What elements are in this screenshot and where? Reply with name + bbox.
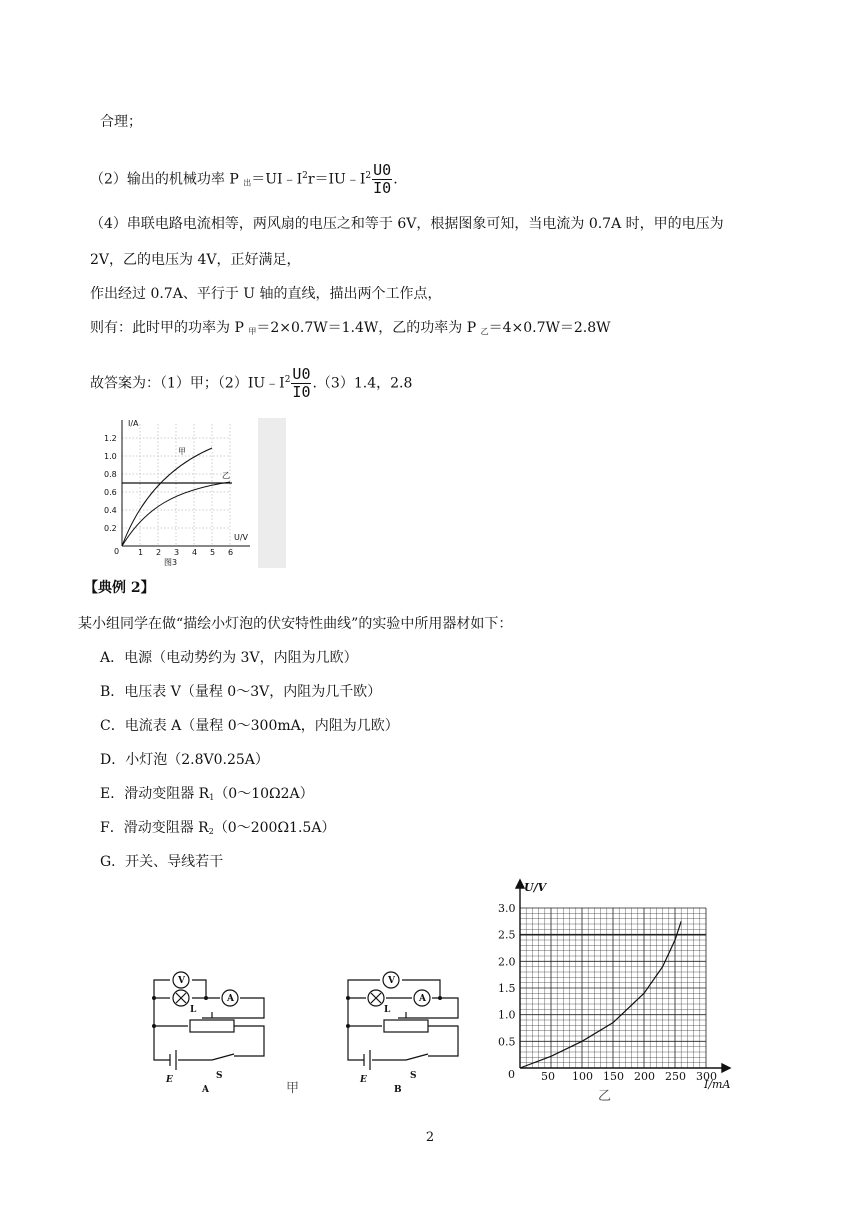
lamp-label: L (190, 1005, 197, 1015)
superscript: 2 (302, 170, 308, 181)
y-tick: 1.0 (104, 452, 117, 461)
x-axis-label: I/mA (704, 1078, 731, 1091)
x-tick-label: 200 (634, 1070, 655, 1083)
figure-caption-jia: 甲 (286, 1081, 300, 1096)
ammeter-label: A (227, 994, 234, 1004)
text-run: 则有：此时甲的功率为 P (90, 320, 249, 336)
y-axis-label: U/V (524, 881, 547, 894)
item-g: G．开关、导线若干 (100, 854, 224, 870)
example-title: 【典例 2】 (84, 580, 155, 596)
ammeter-label: A (419, 994, 426, 1004)
superscript: 2 (284, 374, 291, 385)
text-run: r＝IU﹣I (307, 171, 366, 188)
x-tick-label: 300 (696, 1070, 717, 1083)
solution-line-1: 合理； (100, 114, 142, 130)
subscript: 1 (209, 793, 215, 802)
voltmeter-label: V (388, 976, 395, 986)
circuit-b-label: B (394, 1085, 402, 1095)
y-tick-label: 3.0 (498, 902, 516, 915)
circuit-diagrams (140, 960, 480, 1104)
x-tick-label: 50 (541, 1070, 555, 1083)
text-run: 故答案为：（1）甲；（2）IU﹣I (90, 375, 285, 392)
y-axis-label: I/A (128, 419, 139, 428)
switch-label: S (216, 1071, 223, 1081)
solution-line-4: 2V，乙的电压为 4V，正好满足， (90, 252, 301, 268)
solution-line-5: 作出经过 0.7A、平行于 U 轴的直线，描出两个工作点， (90, 286, 442, 302)
y-tick: 1.2 (104, 434, 117, 443)
text-run: E．滑动变阻器 R (100, 786, 210, 802)
fraction-u0-i0: $\frac{U0}{I0}$ (292, 365, 311, 401)
figure-caption-yi: 乙 (598, 1089, 612, 1104)
figure-caption: 图3 (164, 558, 178, 567)
text-run: ＝4×0.7W＝2.8W (488, 320, 611, 336)
ui-chart (494, 878, 744, 1108)
x-tick: 1 (138, 548, 144, 557)
y-tick: 0.6 (104, 488, 117, 497)
subscript: 甲 (248, 327, 257, 336)
x-tick: 3 (174, 548, 180, 557)
x-tick-label: 150 (603, 1070, 624, 1083)
item-a: A．电源（电动势约为 3V，内阻为几欧） (100, 650, 358, 666)
source-label: E (166, 1075, 173, 1085)
text-run: F．滑动变阻器 R (100, 820, 209, 836)
fraction-u0-i0: $\frac{U0}{I0}$ (373, 161, 392, 197)
solution-line-7 (90, 366, 412, 401)
curve-label-yi: 乙 (222, 471, 230, 480)
item-e (100, 784, 314, 808)
x-tick-label: 100 (572, 1070, 593, 1083)
y-tick-label: 0.5 (498, 1035, 516, 1049)
y-tick-label: 1.0 (498, 1008, 516, 1022)
text-run: （0～200Ω1.5A） (213, 820, 336, 836)
y-tick-label: 1.5 (498, 982, 516, 995)
x-tick: 4 (192, 548, 198, 557)
example-intro: 某小组同学在做“描绘小灯泡的伏安特性曲线”的实验中所用器材如下： (78, 616, 513, 632)
text-run: （0～10Ω2A） (214, 786, 314, 802)
y-tick-label: 2.5 (498, 928, 516, 942)
origin-label: 0 (508, 1068, 515, 1081)
x-tick-label: 250 (665, 1070, 686, 1083)
y-tick: 0.2 (104, 524, 117, 533)
solution-line-2 (90, 162, 398, 197)
x-tick: 6 (228, 548, 234, 557)
subscript: 2 (208, 827, 214, 836)
subscript: 乙 (480, 327, 489, 336)
lamp-label: L (384, 1005, 391, 1015)
x-tick: 5 (210, 548, 216, 557)
text-run: （2）输出的机械功率 P (90, 171, 244, 188)
page-number: 2 (425, 1130, 435, 1145)
item-c: C．电流表 A（量程 0～300mA，内阻为几欧） (100, 718, 399, 734)
x-tick: 2 (156, 548, 162, 557)
circuit-a-label: A (202, 1085, 209, 1095)
subscript: 出 (243, 178, 252, 188)
text-run: .（3）1.4，2.8 (312, 375, 413, 392)
y-tick: 0.4 (104, 506, 117, 515)
text-run: ＝UI﹣I (251, 171, 303, 188)
item-f (100, 818, 335, 842)
solution-line-3: （4）串联电路电流相等，两风扇的电压之和等于 6V，根据图象可知，当电流为 0.7A 时，甲的电压为 (90, 216, 724, 232)
switch-label: S (410, 1071, 417, 1081)
curve-label-jia: 甲 (178, 447, 186, 456)
item-d: D．小灯泡（2.8V0.25A） (100, 752, 269, 768)
origin-label: 0 (114, 547, 120, 556)
text-run: . (393, 171, 398, 188)
item-b: B．电压表 V（量程 0～3V，内阻为几千欧） (100, 684, 382, 700)
solution-line-6 (90, 318, 611, 342)
figure-3-iu-plot (100, 418, 286, 572)
voltmeter-label: V (178, 976, 185, 986)
x-axis-label: U/V (234, 533, 249, 542)
text-run: ＝2×0.7W＝1.4W，乙的功率为 P (256, 320, 481, 336)
y-tick-label: 2.0 (498, 955, 516, 969)
y-tick: 0.8 (104, 470, 117, 479)
superscript: 2 (365, 170, 372, 181)
source-label: E (360, 1075, 367, 1085)
